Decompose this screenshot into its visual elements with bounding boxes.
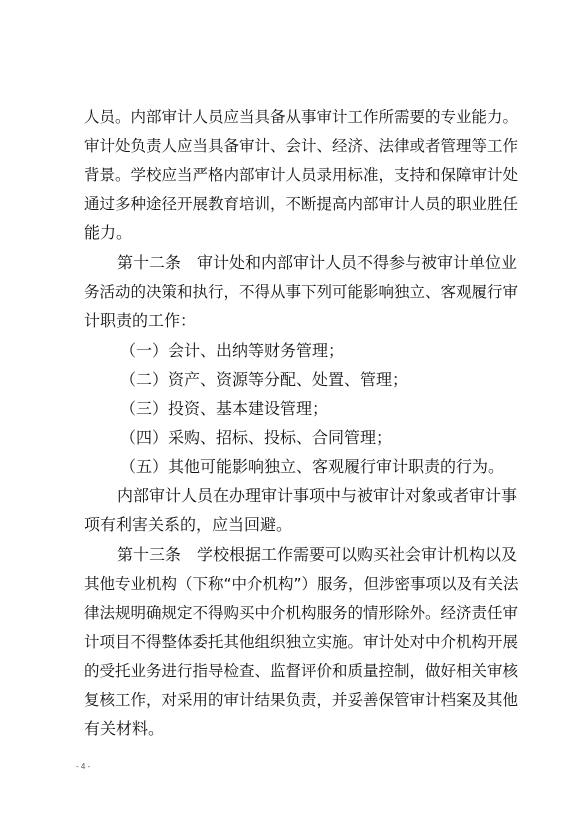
body-text-line: 复核工作，对采用的审计结果负责，并妥善保管审计档案及其他 [84,691,519,709]
body-text-line: 的受托业务进行指导检查、监督评价和质量控制，做好相关审核 [84,662,519,680]
body-text-line: 有关材料。 [84,719,165,738]
body-text-line: 背景。学校应当严格内部审计人员录用标准，支持和保障审计处 [84,166,519,184]
list-item: （五）其他可能影响独立、客观履行审计职责的行为。 [120,457,505,476]
body-text-line: 其他专业机构（下称“中介机构”）服务，但涉密事项以及有关法 [84,575,519,593]
body-text-line: 能力。 [84,223,133,242]
body-text-line: 计项目不得整体委托其他组织独立实施。审计处对中介机构开展 [84,633,519,651]
list-item: （一）会计、出纳等财务管理； [120,341,345,360]
page-number: - 4 - [76,762,91,771]
body-text-line: 项有利害关系的，应当回避。 [84,515,293,534]
body-text-line: 计职责的工作： [84,311,197,330]
paragraph-first-line: 内部审计人员在办理审计事项中与被审计对象或者审计事 [117,486,518,505]
list-item: （四）采购、招标、投标、合同管理； [120,428,393,447]
body-text-line: 律法规明确规定不得购买中介机构服务的情形除外。经济责任审 [84,604,519,622]
body-text-line: 通过多种途径开展教育培训，不断提高内部审计人员的职业胜任 [84,195,519,213]
list-item: （二）资产、资源等分配、处置、管理； [120,370,409,389]
list-item: （三）投资、基本建设管理； [120,399,329,418]
body-text-line: 务活动的决策和执行，不得从事下列可能影响独立、客观履行审 [84,283,519,301]
body-text-line: 审计处负责人应当具备审计、会计、经济、法律或者管理等工作 [84,137,519,155]
article-12-heading-line: 第十二条 审计处和内部审计人员不得参与被审计单位业 [117,253,518,272]
article-13-heading-line: 第十三条 学校根据工作需要可以购买社会审计机构以及 [117,545,518,564]
body-text-line: 人员。内部审计人员应当具备从事审计工作所需要的专业能力。 [84,108,519,126]
